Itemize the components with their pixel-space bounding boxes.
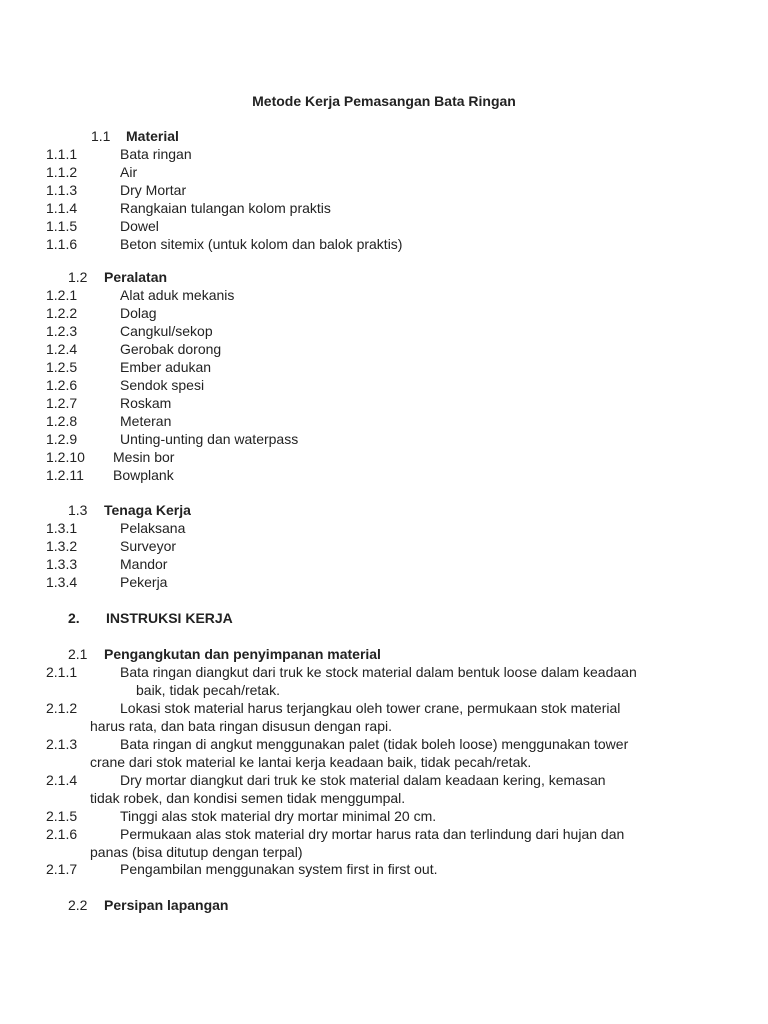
list-item-text: Bata ringan diangkut dari truk ke stock material dalam bentuk loose dalam keadaan: [120, 664, 637, 680]
list-item-number: 2.1.5: [46, 808, 78, 824]
list-item-number: 1.2.10: [46, 449, 85, 465]
section-number-1-1: 1.1: [91, 128, 111, 144]
list-item-number: 1.2.5: [46, 359, 78, 375]
section-number-1-3: 1.3: [68, 502, 88, 518]
list-item-text: Dowel: [120, 218, 159, 234]
list-item-text: Mesin bor: [113, 449, 175, 465]
list-item-number: 1.1.4: [46, 200, 78, 216]
list-item-number: 1.3.1: [46, 520, 78, 536]
list-item-number: 1.1.2: [46, 164, 78, 180]
section-heading-persipan-lapangan: Persipan lapangan: [104, 897, 229, 913]
list-item-number: 1.2.8: [46, 413, 78, 429]
list-item-text-continued: baik, tidak pecah/retak.: [136, 682, 280, 698]
list-item-number: 1.1.3: [46, 182, 78, 198]
chapter-heading-instruksi-kerja: INSTRUKSI KERJA: [106, 610, 233, 626]
list-item-text-continued: panas (bisa ditutup dengan terpal): [90, 844, 303, 860]
list-item-text: Unting-unting dan waterpass: [120, 431, 299, 447]
list-item-text: Meteran: [120, 413, 172, 429]
document-title: Metode Kerja Pemasangan Bata Ringan: [252, 93, 516, 109]
list-item-text-continued: harus rata, dan bata ringan disusun dengan rapi.: [90, 718, 392, 734]
section-number-2-1: 2.1: [68, 646, 88, 662]
list-item-number: 1.2.2: [46, 305, 78, 321]
list-item-text: Roskam: [120, 395, 172, 411]
list-item-number: 1.2.6: [46, 377, 78, 393]
section-heading-material: Material: [126, 128, 179, 144]
list-item-number: 1.3.2: [46, 538, 78, 554]
list-item-text: Pekerja: [120, 574, 168, 590]
list-item-text: Gerobak dorong: [120, 341, 222, 357]
list-item-number: 1.2.4: [46, 341, 78, 357]
list-item-number: 2.1.2: [46, 700, 78, 716]
section-heading-tenaga-kerja: Tenaga Kerja: [104, 502, 191, 518]
list-item-text: Beton sitemix (untuk kolom dan balok praktis): [120, 236, 403, 252]
list-item-number: 2.1.7: [46, 861, 78, 877]
list-item-number: 1.2.1: [46, 287, 78, 303]
list-item-text: Pelaksana: [120, 520, 186, 536]
list-item-number: 1.1.5: [46, 218, 78, 234]
list-item-text: Tinggi alas stok material dry mortar minimal 20 cm.: [120, 808, 437, 824]
list-item-number: 1.2.11: [46, 467, 84, 483]
list-item-text: Bowplank: [113, 467, 174, 483]
list-item-text: Permukaan alas stok material dry mortar harus rata dan terlindung dari hujan dan: [120, 826, 625, 842]
list-item-number: 1.1.1: [46, 146, 78, 162]
list-item-text: Mandor: [120, 556, 168, 572]
list-item-number: 2.1.3: [46, 736, 78, 752]
list-item-text: Dry mortar diangkut dari truk ke stok material dalam keadaan kering, kemasan: [120, 772, 606, 788]
list-item-number: 2.1.6: [46, 826, 78, 842]
section-number-1-2: 1.2: [68, 269, 88, 285]
list-item-text: Dry Mortar: [120, 182, 187, 198]
list-item-text: Bata ringan di angkut menggunakan palet (tidak boleh loose) menggunakan tower: [120, 736, 629, 752]
list-item-number: 1.2.7: [46, 395, 78, 411]
list-item-text: Sendok spesi: [120, 377, 205, 393]
list-item-text: Lokasi stok material harus terjangkau oleh tower crane, permukaan stok material: [120, 700, 621, 716]
list-item-number: 1.2.9: [46, 431, 78, 447]
list-item-number: 1.2.3: [46, 323, 78, 339]
section-heading-peralatan: Peralatan: [104, 269, 168, 285]
section-number-2-2: 2.2: [68, 897, 88, 913]
list-item-text: Surveyor: [120, 538, 177, 554]
list-item-text: Bata ringan: [120, 146, 192, 162]
list-item-number: 2.1.1: [46, 664, 78, 680]
list-item-number: 1.3.3: [46, 556, 78, 572]
list-item-text-continued: tidak robek, dan kondisi semen tidak menggumpal.: [90, 790, 406, 806]
section-heading-pengangkutan: Pengangkutan dan penyimpanan material: [104, 646, 381, 662]
list-item-text: Dolag: [120, 305, 157, 321]
list-item-text: Rangkaian tulangan kolom praktis: [120, 200, 331, 216]
list-item-text: Alat aduk mekanis: [120, 287, 235, 303]
list-item-number: 1.3.4: [46, 574, 78, 590]
list-item-text-continued: crane dari stok material ke lantai kerja keadaan baik, tidak pecah/retak.: [90, 754, 532, 770]
list-item-text: Pengambilan menggunakan system first in first out.: [120, 861, 438, 877]
list-item-text: Cangkul/sekop: [120, 323, 213, 339]
list-item-text: Ember adukan: [120, 359, 212, 375]
list-item-text: Air: [120, 164, 138, 180]
chapter-number-2: 2.: [68, 610, 80, 626]
list-item-number: 2.1.4: [46, 772, 78, 788]
list-item-number: 1.1.6: [46, 236, 78, 252]
